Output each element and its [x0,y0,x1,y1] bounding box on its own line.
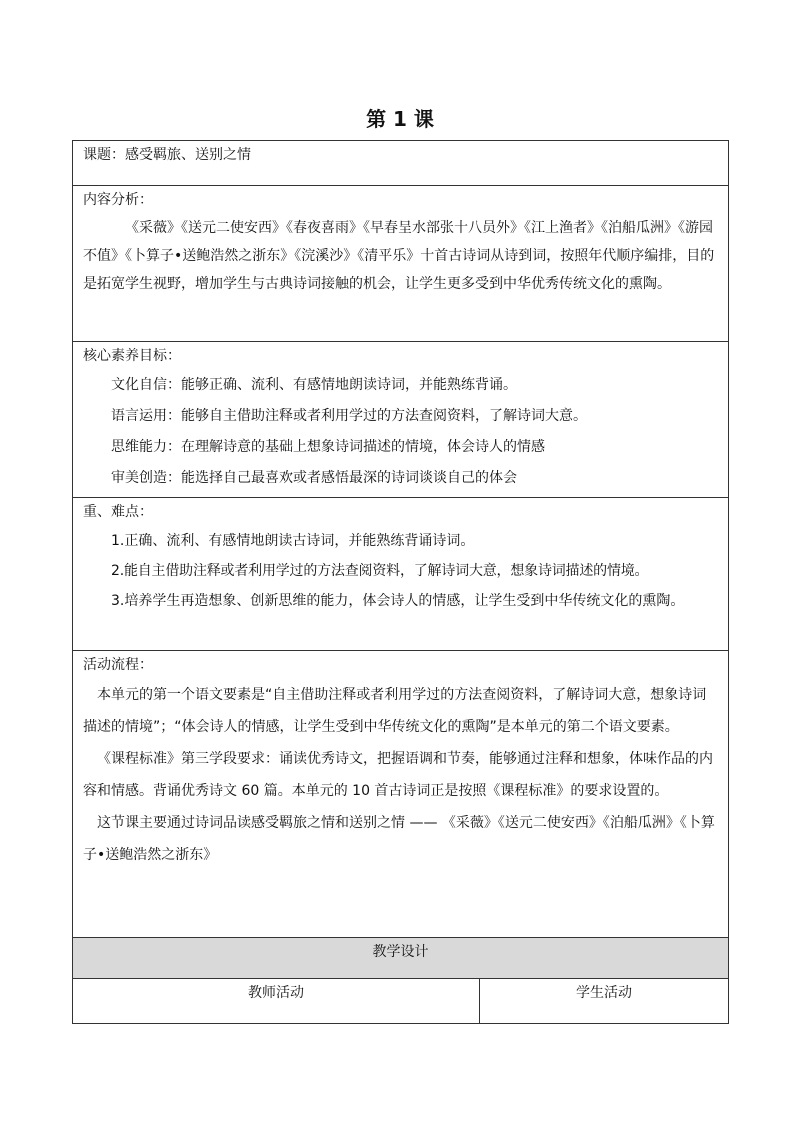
design-header-cell [73,938,729,979]
key-point-item: 2.能自主借助注释或者利用学过的方法查阅资料，了解诗词大意，想象诗词描述的情境。 [111,563,649,579]
student-activity-label: 学生活动 [576,985,632,1001]
goal-item: 审美创造：能选择自己最喜欢或者感悟最深的诗词谈谈自己的体会 [111,470,517,486]
flow-paragraph: 本单元的第一个语文要素是“自主借助注释或者利用学过的方法查阅资料，了解诗词大意，想象诗词描述的情境”；“体会诗人的情感，让学生受到中华传统文化的熏陶”是本单元的第二个语文要素。 [83,687,707,735]
goal-item: 语言运用：能够自主借助注释或者利用学过的方法查阅资料，了解诗词大意。 [111,408,587,424]
goal-item: 思维能力：在理解诗意的基础上想象诗词描述的情境，体会诗人的情感 [111,439,545,455]
key-point-item: 3.培养学生再造想象、创新思维的能力，体会诗人的情感，让学生受到中华传统文化的熏陶。 [111,593,685,609]
design-header: 教学设计 [372,944,429,960]
flow-paragraph: 这节课主要通过诗词品读感受羁旅之情和送别之情 —— 《采薇》《送元二使安西》《泊船瓜洲》《卜算子•送鲍浩然之浙东》 [83,815,715,863]
key-points-cell [73,498,729,651]
key-points-label: 重、难点： [83,504,153,520]
teacher-activity-header [73,979,480,1024]
goal-item: 文化自信：能够正确、流利、有感情地朗读诗词，并能熟练背诵。 [111,377,517,393]
lesson-plan-table [72,140,729,1024]
page-title: 第 1 课 [366,107,434,131]
content-analysis-cell [73,186,729,342]
topic-cell [73,141,729,186]
activity-flow-cell [73,651,729,938]
activity-flow-label: 活动流程： [83,657,153,673]
flow-paragraph: 《课程标准》第三学段要求：诵读优秀诗文，把握语调和节奏，能够通过注释和想象，体味作品的内容和情感。背诵优秀诗文 60 篇。本单元的 10 首古诗词正是按照《课程标准》的要求设置的。 [83,751,713,799]
teacher-activity-label: 教师活动 [248,985,304,1001]
core-goals-label: 核心素养目标： [83,348,181,364]
topic-text: 课题：感受羁旅、送别之情 [83,147,251,163]
key-point-item: 1.正确、流利、有感情地朗读古诗词，并能熟练背诵诗词。 [111,533,475,549]
content-analysis-text: 《采薇》《送元二使安西》《春夜喜雨》《早春呈水部张十八员外》《江上渔者》《泊船瓜洲》《游园不值》《卜算子•送鲍浩然之浙东》《浣溪沙》《清平乐》十首古诗词从诗到词，按照年代顺序编排，目的是拓宽学生视野，增加学生与古典诗词接触的机会，让学生更多受到中华优秀传统文化的熏陶。 [83,220,715,292]
core-goals-cell [73,342,729,498]
student-activity-header [480,979,729,1024]
content-analysis-label: 内容分析： [83,192,153,208]
